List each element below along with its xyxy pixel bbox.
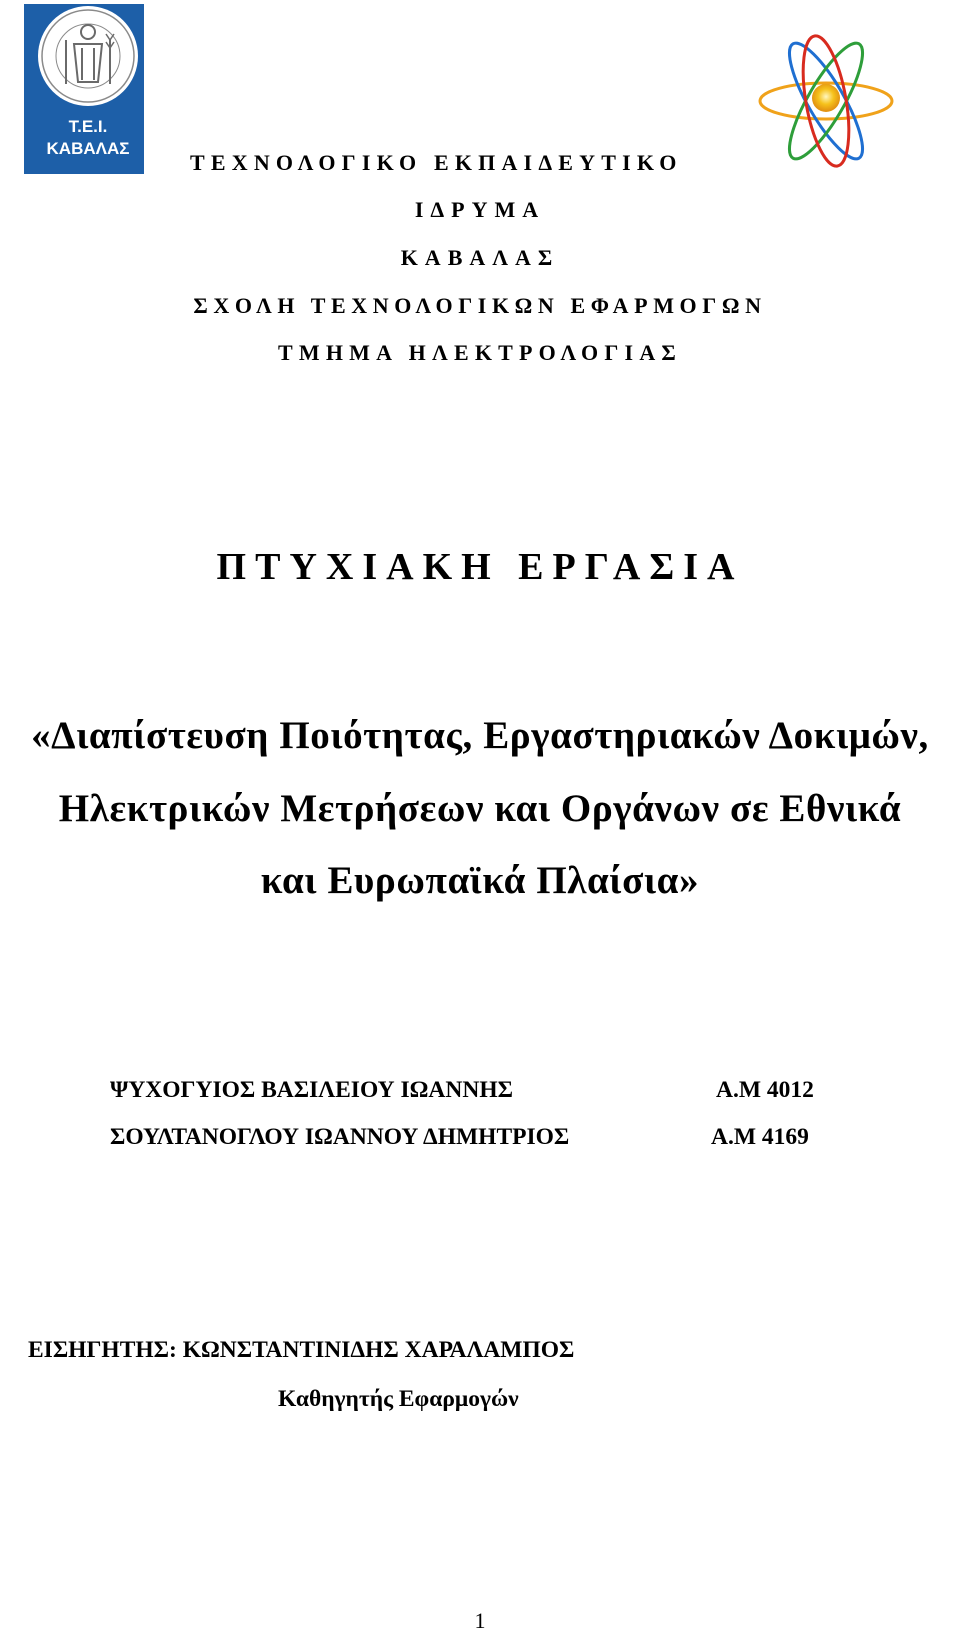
author-name: ΣΟΥΛΤΑΝΟΓΛΟΥ ΙΩΑΝΝΟΥ ΔΗΜΗΤΡΙΟΣ xyxy=(110,1124,570,1150)
institution-line-3: ΚΑΒΑΛΑΣ xyxy=(400,245,560,270)
author-registration-number: Α.Μ 4169 xyxy=(711,1124,809,1150)
thesis-title-line-1: «Διαπίστευση Ποιότητας, Εργαστηριακών Δοκιμών, xyxy=(31,714,929,757)
document-type-heading: ΠΤΥΧΙΑΚΗ ΕΡΓΑΣΙΑ xyxy=(216,546,744,588)
institution-line-1: ΤΕΧΝΟΛΟΓΙΚΟ ΕΚΠΑΙΔΕΥΤΙΚΟ xyxy=(190,150,683,175)
supervisor: ΕΙΣΗΓΗΤΗΣ: ΚΩΝΣΤΑΝΤΙΝΙΔΗΣ ΧΑΡΑΛΑΜΠΟΣ xyxy=(28,1337,575,1363)
thesis-title-line-3: και Ευρωπαϊκά Πλαίσια» xyxy=(260,859,700,902)
institution-line-2: ΙΔΡΥΜΑ xyxy=(414,197,546,222)
page-number: 1 xyxy=(474,1608,486,1633)
tei-kavalas-logo xyxy=(24,4,144,174)
school-name: ΣΧΟΛΗ ΤΕΧΝΟΛΟΓΙΚΩΝ ΕΦΑΡΜΟΓΩΝ xyxy=(193,293,767,318)
author-name: ΨΥΧΟΓΥΙΟΣ ΒΑΣΙΛΕΙΟΥ ΙΩΑΝΝΗΣ xyxy=(110,1077,513,1103)
atom-logo xyxy=(752,30,900,172)
tei-logo-text-line2: ΚΑΒΑΛΑΣ xyxy=(46,139,130,158)
thesis-title-line-2: Ηλεκτρικών Μετρήσεων και Οργάνων σε Εθνικά xyxy=(58,787,902,830)
tei-logo-text-line1: T.E.I. xyxy=(68,117,108,136)
tei-kavalas-logo-icon xyxy=(24,4,144,174)
author-registration-number: Α.Μ 4012 xyxy=(716,1077,814,1103)
supervisor-title: Καθηγητής Εφαρμογών xyxy=(278,1386,519,1412)
atom-logo-icon xyxy=(752,30,900,172)
department-name: ΤΜΗΜΑ ΗΛΕΚΤΡΟΛΟΓΙΑΣ xyxy=(277,340,682,365)
